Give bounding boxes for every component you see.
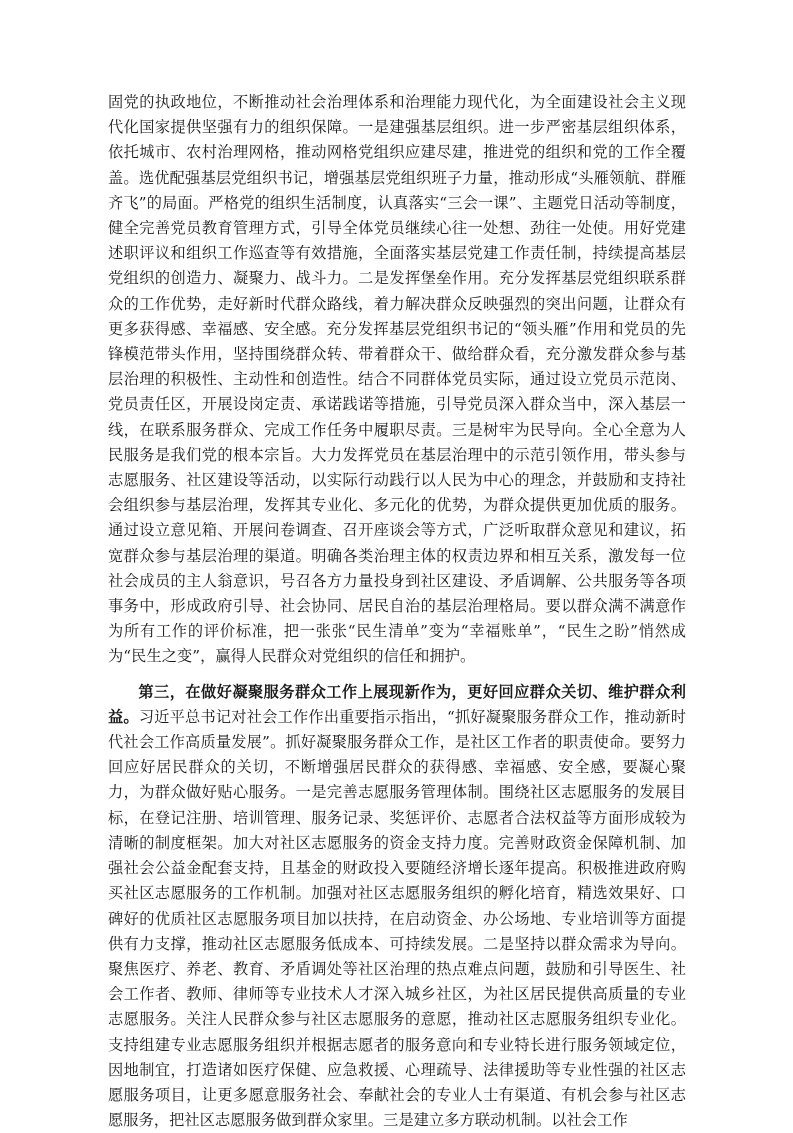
body-paragraph-1 (108, 90, 686, 670)
body-paragraph-2 (108, 680, 686, 1133)
paragraph-1-text: 固党的执政地位，不断推动社会治理体系和治理能力现代化，为全面建设社会主义现代化国家提供坚强有力的组织保障。一是建强基层组织。进一步严密基层组织体系，依托城市、农村治理网格，推动网格党组织应建尽建，推进党的组织和党的工作全覆盖。选优配强基层党组织书记，增强基层党组织班子力量，推动形成“头雁领航、群雁齐飞”的局面。严格党的组织生活制度，认真落实“三会一课”、主题党日活动等制度，健全完善党员教育管理方式，引导全体党员继续心往一处想、劲往一处使。用好党建述职评议和组织工作巡查等有效措施，全面落实基层党建工作责任制，持续提高基层党组织的创造力、凝聚力、战斗力。二是发挥堡垒作用。充分发挥基层党组织联系群众的工作优势，走好新时代群众路线，着力解决群众反映强烈的突出问题，让群众有更多获得感、幸福感、安全感。充分发挥基层党组织书记的“领头雁”作用和党员的先锋模范带头作用，坚持围绕群众转、带着群众干、做给群众看，充分激发群众参与基层治理的积极性、主动性和创造性。结合不同群体党员实际，通过设立党员示范岗、党员责任区，开展设岗定责、承诺践诺等措施，引导党员深入群众当中，深入基层一线，在联系服务群众、完成工作任务中履职尽责。三是树牢为民导向。全心全意为人民服务是我们党的根本宗旨。大力发挥党员在基层治理中的示范引领作用，带头参与志愿服务、社区建设等活动，以实际行动践行以人民为中心的理念，并鼓励和支持社会组织参与基层治理，发挥其专业化、多元化的优势，为群众提供更加优质的服务。通过设立意见箱、开展问卷调查、召开座谈会等方式，广泛听取群众意见和建议，拓宽群众参与基层治理的渠道。明确各类治理主体的权责边界和相互关系，激发每一位社会成员的主人翁意识，号召各方力量投身到社区建设、矛盾调解、公共服务等各项事务中，形成政府引导、社会协同、居民自治的基层治理格局。要以群众满不满意作为所有工作的评价标准，把一张张“民生清单”变为“幸福账单”，“民生之盼”悄然成为“民生之变”，赢得人民群众对党组织的信任和拥护。 (108, 93, 686, 666)
paragraph-2-text: 习近平总书记对社会工作作出重要指示指出，“抓好凝聚服务群众工作，推动新时代社会工作高质量发展”。抓好凝聚服务群众工作，是社区工作者的职责使命。要努力回应好居民群众的关切，不断增强居民群众的获得感、幸福感、安全感，要凝心聚力，为群众做好贴心服务。一是完善志愿服务管理体制。围绕社区志愿服务的发展目标，在登记注册、培训管理、服务记录、奖惩评价、志愿者合法权益等方面形成较为清晰的制度框架。加大对社区志愿服务的资金支持力度。完善财政资金保障机制、加强社会公益金配套支持，且基金的财政投入要随经济增长逐年提高。积极推进政府购买社区志愿服务的工作机制。加强对社区志愿服务组织的孵化培育，精选效果好、口碑好的优质社区志愿服务项目加以扶持，在启动资金、办公场地、专业培训等方面提供有力支撑，推动社区志愿服务低成本、可持续发展。二是坚持以群众需求为导向。聚焦医疗、养老、教育、矛盾调处等社区治理的热点难点问题，鼓励和引导医生、社会工作者、教师、律师等专业技术人才深入城乡社区，为社区居民提供高质量的专业志愿服务。关注人民群众参与社区志愿服务的意愿，推动社区志愿服务组织专业化。支持组建专业志愿服务组织并根据志愿者的服务意向和专业特长进行服务领域定位，因地制宜，打造诸如医疗保健、应急救援、心理疏导、法律援助等专业性强的社区志愿服务项目，让更多愿意服务社会、奉献社会的专业人士有渠道、有机会参与社区志愿服务，把社区志愿服务做到群众家里。三是建立多方联动机制。以社会工作 (108, 707, 686, 1130)
document-page (108, 90, 686, 1133)
section-heading-third: 第三，在做好凝聚服务群众工作上展现新作为，更好回应群众关切、维护群众利益。 (108, 682, 686, 726)
